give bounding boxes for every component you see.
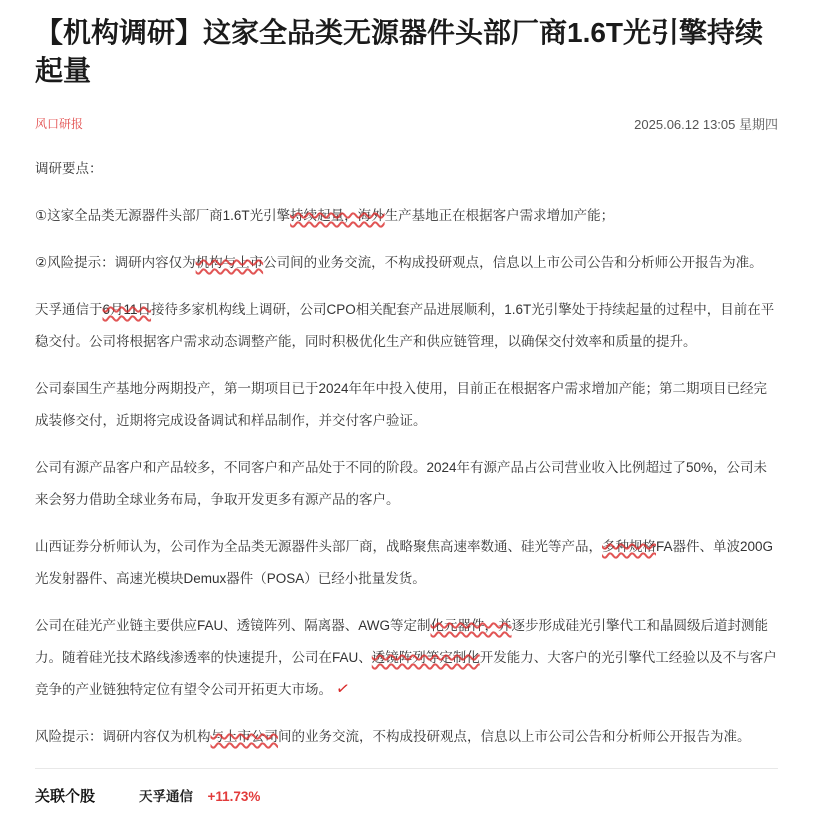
red-pen-scribble: 与上市公司 bbox=[210, 729, 278, 744]
text-segment: 公司泰国生产基地分两期投产，第一期项目已于2024年年中投入使用，目前正在根据客户需求增加产能；第二期项目已经完成装修交付，近期将完成设备调试和样品制作，并交付客户验证。 bbox=[35, 381, 768, 428]
article-title: 【机构调研】这家全品类无源器件头部厂商1.6T光引擎持续起量 bbox=[35, 17, 764, 86]
text-segment: 生产基地正在根据客户需求增加产能； bbox=[384, 208, 615, 223]
text-segment: 接待多家机构线上调研，公司CPO相关配套产品进展顺利，1.6T光引擎处于持续起量的过程中，目前在平稳交付。公司将根据客户需求动态调整产能，同时积极优化生产和供应链管理，以确保交付效率和质量的提升。 bbox=[35, 302, 775, 349]
text-segment: 公司在硅光产业链主要供应FAU、透镜阵列、隔离器、AWG等定制 bbox=[35, 618, 431, 633]
article-paragraph bbox=[35, 610, 778, 706]
red-pen-scribble: 机构与上市 bbox=[195, 255, 264, 270]
text-segment: 间的业务交流，不构成投研观点，信息以上市公司公告和分析师公开报告为准。 bbox=[278, 729, 751, 744]
article-paragraph bbox=[35, 247, 778, 279]
article-paragraph bbox=[35, 373, 778, 437]
article-paragraph bbox=[35, 721, 778, 753]
stock-item[interactable] bbox=[139, 785, 260, 806]
red-pen-check-icon: ✓ bbox=[334, 679, 351, 700]
text-segment: ②风险提示：调研内容仅为 bbox=[35, 255, 196, 270]
text-segment: FA器件、单波200G光发射器件、高速光模块Demux器件（POSA）已经小批量发货。 bbox=[35, 539, 774, 586]
text-segment: 风险提示：调研内容仅为机构 bbox=[35, 729, 211, 744]
related-stocks-section bbox=[35, 785, 778, 806]
text-segment: 天孚通信于 bbox=[35, 302, 103, 317]
article-body bbox=[35, 153, 778, 753]
article-paragraph bbox=[35, 531, 778, 595]
text-segment: ①这家全品类无源器件头部厂商1.6T光引擎 bbox=[35, 208, 291, 223]
red-pen-scribble: 化元器件，并 bbox=[430, 618, 512, 633]
article-meta bbox=[35, 114, 778, 133]
text-segment: 开发能力、大客户的光引擎代工经验以及不与客户竞争的产业链独特定位有望令公司开拓更大市场。 bbox=[35, 650, 777, 697]
text-segment: 公司有源产品客户和产品较多，不同客户和产品处于不同的阶段。2024年有源产品占公司营业收入比例超过了50%，公司未来会努力借助全球业务布局，争取开发更多有源产品的客户。 bbox=[35, 460, 768, 507]
text-segment: 公司间的业务交流，不构成投研观点，信息以上市公司公告和分析师公开报告为准。 bbox=[263, 255, 763, 270]
article-paragraph bbox=[35, 294, 778, 358]
article-paragraph bbox=[35, 200, 778, 232]
red-pen-scribble: 持续起量，海外 bbox=[290, 208, 385, 223]
article-paragraph bbox=[35, 452, 778, 516]
source-tag-link[interactable]: 风口研报 bbox=[35, 117, 84, 131]
article-paragraph bbox=[35, 153, 778, 185]
stock-name: 天孚通信 bbox=[139, 789, 194, 804]
stock-change: +11.73% bbox=[207, 789, 261, 804]
publish-datetime: 2025.06.12 13:05 星期四 bbox=[634, 117, 778, 132]
text-segment: 调研要点： bbox=[35, 161, 103, 176]
red-pen-scribble: 6月11日 bbox=[102, 302, 152, 317]
section-divider bbox=[35, 768, 778, 769]
text-segment: 山西证券分析师认为，公司作为全品类无源器件头部厂商，战略聚焦高速率数通、硅光等产品， bbox=[35, 539, 602, 554]
related-stocks-label: 关联个股 bbox=[35, 788, 96, 805]
red-pen-scribble: 透镜阵列等定制化 bbox=[371, 650, 480, 665]
red-pen-scribble: 多种规格 bbox=[602, 539, 656, 554]
text-segment: 逐步形成硅光引擎代工和晶圆级后道封测能力。随着硅光技术路线渗透率的快速提升，公司在FAU、 bbox=[35, 618, 769, 665]
